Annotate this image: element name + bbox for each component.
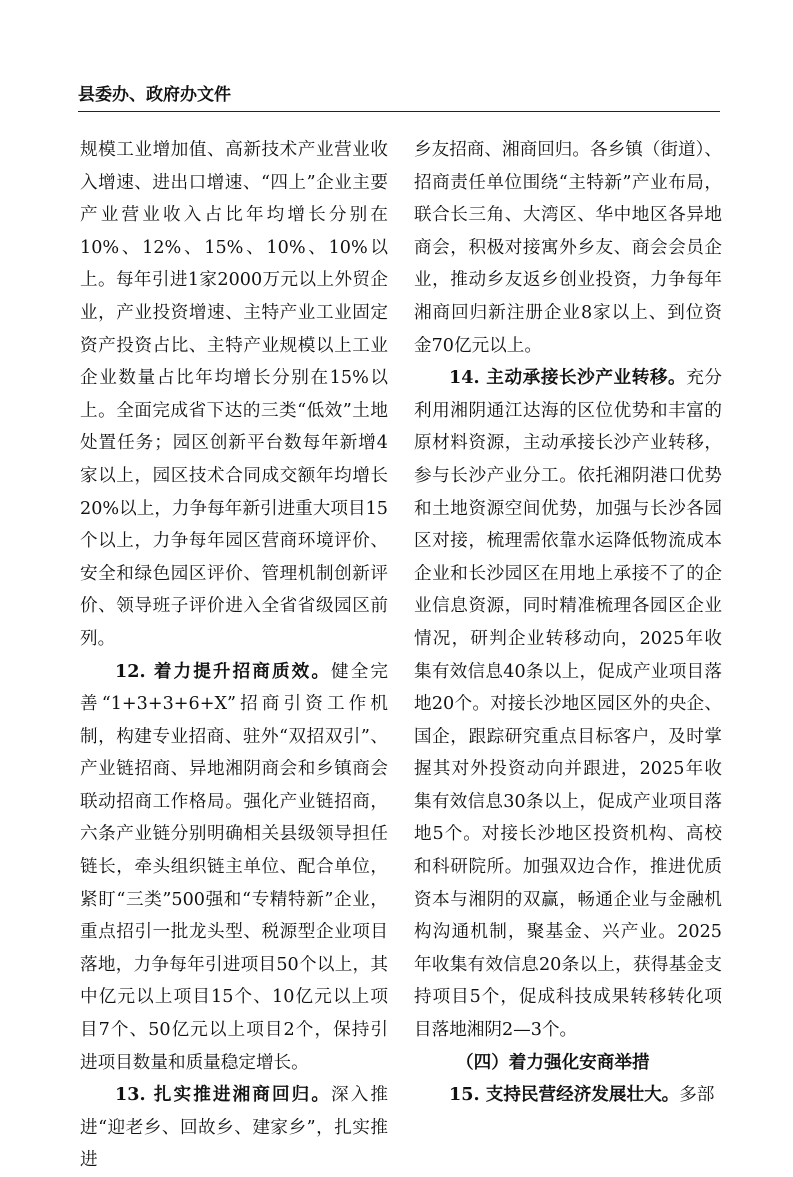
item-14-body: 充分利用湘阴通江达海的区位优势和丰富的原材料资源，主动承接长沙产业转移，参与长沙产业分工。依托湘阴港口优势和土地资源空间优势，加强与长沙各园区对接，梳理需依靠水运降低物流成本企业和长沙园区在用地上承接不了的企业信息资源，同时精准梳理各园区企业情况，研判企业转移动向，2025年收集有效信息40条以上，促成产业项目落地20个。对接长沙地区园区外的央企、国企，跟踪研究重点目标客户，及时掌握其对外投资动向并跟进，2025年收集有效信息30条以上，促成产业项目落地5个。对接长沙地区投资机构、高校和科研院所。加强双边合作，推进优质资本与湘阴的双赢，畅通企业与金融机构沟通机制，聚基金、兴产业。2025年收集有效信息20条以上，获得基金支持项目5个，促成科技成果转移转化项目落地湘阴2—3个。 (414, 368, 722, 1041)
item-12-paragraph (80, 656, 388, 1080)
item-13-paragraph (80, 1079, 388, 1177)
left-column (80, 134, 388, 1177)
document-header-title: 县委办、政府办文件 (78, 85, 231, 105)
item-13-continued: 乡友招商、湘商回归。各乡镇（街道）、招商责任单位围绕“主特新”产业布局，联合长三角、大湾区、华中地区各异地商会，积极对接寓外乡友、商会会员企业，推动乡友返乡创业投资，力争每年湘商回归新注册企业8家以上、到位资金70亿元以上。 (414, 140, 722, 356)
header-divider (78, 111, 720, 112)
item-15-body: 多部 (679, 1085, 715, 1106)
item-15-heading: 15. 支持民营经济发展壮大。 (449, 1084, 680, 1106)
item-12-heading: 12. 着力提升招商质效。 (115, 660, 332, 682)
right-column (414, 134, 722, 1112)
item-14-paragraph (414, 362, 722, 1046)
item-14-heading: 14. 主动承接长沙产业转移。 (449, 367, 687, 389)
item-15-paragraph (414, 1079, 722, 1112)
item-13-heading: 13. 扎实推进湘商回归。 (115, 1084, 332, 1106)
section-4-heading: （四）着力强化安商举措 (456, 1051, 650, 1073)
paragraph-continued: 规模工业增加值、高新技术产业营业收入增速、进出口增速、“四上”企业主要产业营业收入占比年均增长分别在10%、12%、15%、10%、10%以上。每年引进1家2000万元以上外贸企业，产业投资增速、主特产业工业固定资产投资占比、主特产业规模以上工业企业数量占比年均增长分别在15%以上。全面完成省下达的三类“低效”土地处置任务；园区创新平台数每年新增4家以上，园区技术合同成交额年均增长20%以上，力争每年新引进重大项目15个以上，力争每年园区营商环境评价、安全和绿色园区评价、管理机制创新评价、领导班子评价进入全省省级园区前列。 (80, 140, 388, 649)
item-13-body: 深入推进“迎老乡、回故乡、建家乡”，扎实推进 (80, 1085, 388, 1171)
item-12-body: 健全完善“1+3+3+6+X”招商引资工作机制，构建专业招商、驻外“双招双引”、产业链招商、异地湘阴商会和乡镇商会联动招商工作格局。强化产业链招商，六条产业链分别明确相关县级领导担任链长，牵头组织链主单位、配合单位，紧盯“三类”500强和“专精特新”企业，重点招引一批龙头型、税源型企业项目落地，力争每年引进项目50个以上，其中亿元以上项目15个、10亿元以上项目7个、50亿元以上项目2个，保持引进项目数量和质量稳定增长。 (80, 661, 388, 1073)
